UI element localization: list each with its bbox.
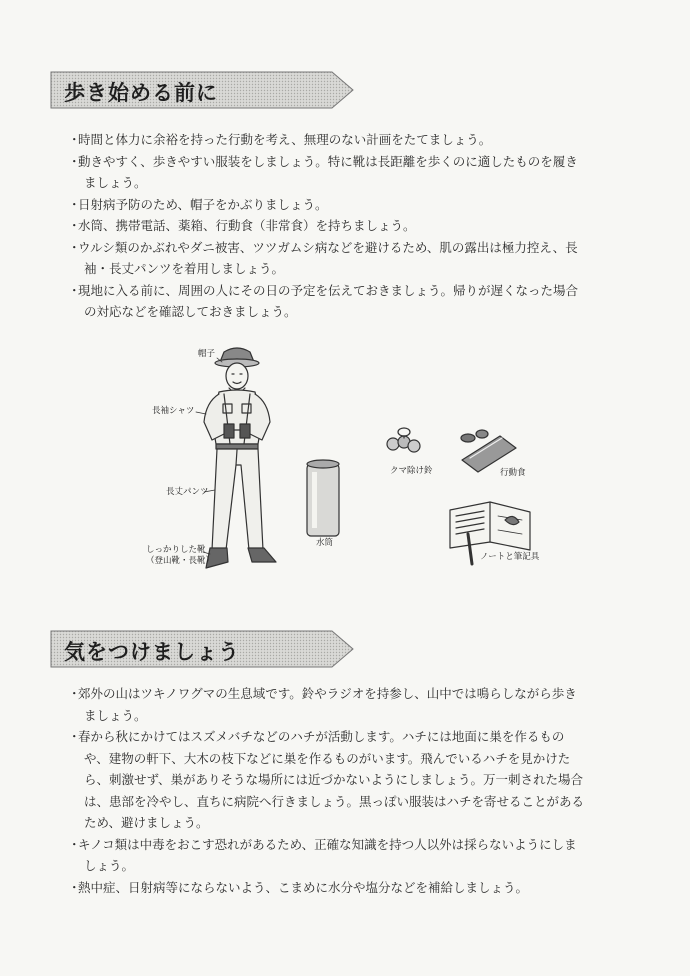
label-trail-food: 行動食 (500, 468, 526, 478)
section-header-before-walking (50, 71, 355, 109)
label-notebook: ノートと筆記具 (480, 552, 540, 562)
list-item: ・ 時間と体力に余裕を持った行動を考え、無理のない計画をたてましょう。 (62, 129, 622, 151)
water-bottle-icon (307, 460, 339, 536)
list-item: ・ 動きやすく、歩きやすい服装をしましょう。特に靴は長距離を歩くのに適したものを履き ましょう。 (62, 151, 622, 194)
section-title: 歩き始める前に (64, 81, 218, 105)
hiker-illustration (0, 340, 690, 590)
list-item: ・ 日射病予防のため、帽子をかぶりましょう。 (62, 194, 622, 216)
label-long-sleeve-shirt: 長袖シャツ (152, 406, 195, 416)
list-item: ・ ウルシ類のかぶれやダニ被害、ツツガムシ病などを避けるため、肌の露出は極力控え、長 袖・長丈パンツを着用しましょう。 (62, 237, 622, 280)
list-item: ・ 水筒、携帯電話、薬箱、行動食（非常食）を持ちましょう。 (62, 215, 622, 237)
label-hat: 帽子 (198, 349, 216, 359)
list-item: ・ 春から秋にかけてはスズメバチなどのハチが活動します。ハチには地面に巣を作るもの や、建物の軒下、大木の枝下などに巣を作るものがいます。飛んでいるハチを見かけた ら、刺激せず、巣がありそうな場所には近づかないようにしましょう。万一刺された場合 は、患部を冷やし、直ちに病院へ行きましょう。黒っぽい服装はハチを寄せることがある ため、避けましょう。 (62, 726, 622, 834)
hiker-figure (204, 348, 276, 568)
list-item: ・ 現地に入る前に、周囲の人にその日の予定を伝えておきましょう。帰りが遅くなった場合 の対応などを確認しておきましょう。 (62, 280, 622, 323)
label-sturdy-shoes-examples: （登山靴・長靴） (146, 556, 215, 566)
preparation-list (62, 129, 622, 323)
label-long-pants: 長丈パンツ (166, 487, 209, 497)
list-item: ・ キノコ類は中毒をおこす恐れがあるため、正確な知識を持つ人以外は採らないようにしま しょう。 (62, 834, 622, 877)
list-item: ・ 熱中症、日射病等にならないよう、こまめに水分や塩分などを補給しましょう。 (62, 877, 622, 899)
label-water-bottle: 水筒 (316, 538, 334, 548)
section-title: 気をつけましょう (64, 640, 240, 664)
bear-bell-icon (387, 428, 420, 452)
precautions-list (62, 683, 622, 898)
hiker-gear-illustration (0, 340, 690, 590)
list-item: ・ 郊外の山はツキノワグマの生息域です。鈴やラジオを持参し、山中では鳴らしながら歩き ましょう。 (62, 683, 622, 726)
label-sturdy-shoes: しっかりした靴 (146, 545, 206, 555)
section-header-precautions (50, 630, 355, 668)
label-bear-bell: クマ除け鈴 (390, 466, 433, 476)
trail-food-icon (461, 430, 516, 472)
